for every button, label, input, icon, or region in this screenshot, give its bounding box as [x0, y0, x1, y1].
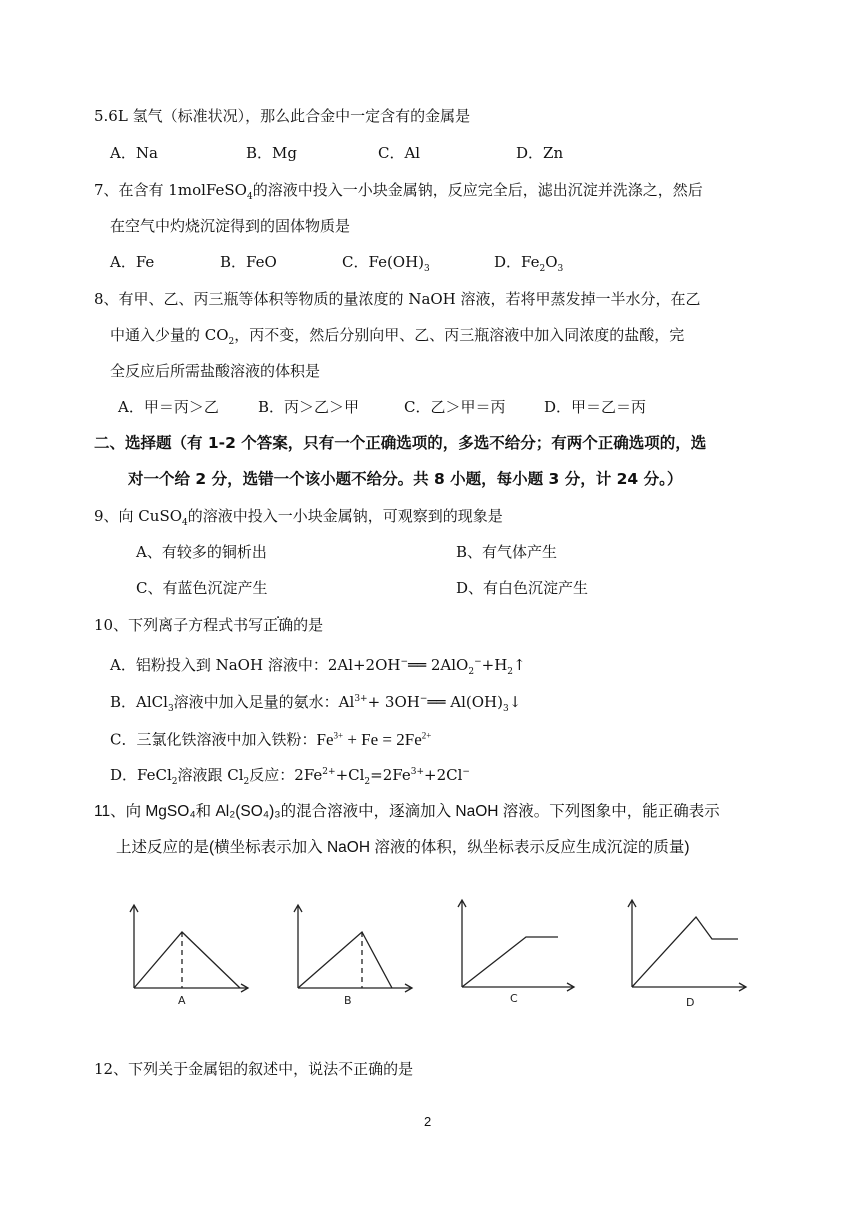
q9-stem: 9、向 CuSO$_4$的溶液中投入一小块金属钠，可观察到的现象是 — [94, 507, 503, 528]
section-2-heading-line2: 对一个给 2 分，选错一个该小题不给分。共 8 小题，每小题 3 分，计 24 分。） — [128, 470, 683, 488]
q10-option-b: B．AlCl$_3$溶液中加入足量的氨水：$Al^{3+}+$ 3OH−══ $Al(OH)_3↓$ — [110, 693, 522, 714]
graph-c-label: C — [510, 992, 518, 1005]
graph-c — [450, 895, 580, 1015]
q12-stem: 12、下列关于金属铝的叙述中，说法不正确的是 — [94, 1060, 414, 1078]
q8-option-a: A．甲＝丙＞乙 — [118, 398, 219, 416]
q10-stem: 10、下列离子方程式书写正确的是 — [94, 616, 324, 634]
q7-option-c: C．$Fe(OH)_3$ — [342, 253, 430, 274]
graph-b — [286, 900, 416, 1020]
q9-option-d: D、有白色沉淀产生 — [456, 579, 589, 597]
q8-option-b: B．丙＞乙＞甲 — [258, 398, 360, 416]
q7-option-a: A．Fe — [110, 253, 155, 271]
q10-option-c: C．三氯化铁溶液中加入铁粉：$Fe^{3+} + Fe = 2Fe^{2+}$ — [110, 729, 432, 749]
q9-option-b: B、有气体产生 — [456, 543, 558, 561]
q10-option-a: A．铝粉投入到 NaOH 溶液中：2Al+2OH−══ $2AlO_2^-+H_2↑$ — [110, 656, 526, 677]
q11-stem-line1: 11、向 MgSO₄和 Al₂(SO₄)₃的混合溶液中，逐滴加入 NaOH 溶液。下列图象中，能正确表示 — [94, 803, 720, 820]
q8-stem-line2: 中通入少量的 $CO_2$，丙不变，然后分别向甲、乙、丙三瓶溶液中加入同浓度的盐酸，完 — [110, 326, 685, 347]
q6-option-b: B．Mg — [246, 144, 297, 162]
q9-option-a: A、有较多的铜析出 — [136, 543, 267, 561]
q6-option-a: A．Na — [110, 144, 158, 162]
section-2-heading-line1: 二、选择题（有 1-2 个答案，只有一个正确选项的，多选不给分；有两个正确选项的，选 — [94, 434, 707, 452]
q9-option-c: C、有蓝色沉淀产生 — [136, 579, 268, 597]
graph-d-label: D — [686, 996, 695, 1009]
q7-option-b: B．FeO — [220, 253, 277, 271]
q7-option-d: D．$Fe_2O_3$ — [494, 253, 564, 274]
graph-b-label: B — [344, 994, 352, 1007]
q10-option-d: D．FeCl$_2$溶液跟 $Cl_2$反应：$2Fe^{2+}+Cl_2=2Fe^{3+}+2Cl^-$ — [110, 766, 470, 787]
q6-option-c: C．Al — [378, 144, 421, 162]
q8-stem-line1: 8、有甲、乙、丙三瓶等体积等物质的量浓度的 NaOH 溶液，若将甲蒸发掉一半水分，在乙 — [94, 290, 701, 308]
q7-stem-line1: 7、在含有 1molFeSO$_4$的溶液中投入一小块金属钠，反应完全后，滤出沉淀并洗涤之，然后 — [94, 181, 703, 202]
graph-d — [620, 895, 760, 1015]
q7-stem-line2: 在空气中灼烧沉淀得到的固体物质是 — [110, 217, 351, 235]
q8-stem-line3: 全反应后所需盐酸溶液的体积是 — [110, 362, 321, 380]
graph-a-label: A — [178, 994, 186, 1007]
q6-option-d: D．Zn — [516, 144, 564, 162]
q8-option-d: D．甲＝乙＝丙 — [544, 398, 647, 416]
q8-option-c: C．乙＞甲＝丙 — [404, 398, 506, 416]
page-number: 2 — [424, 1114, 432, 1129]
q11-stem-line2: 上述反应的是(横坐标表示加入 NaOH 溶液的体积，纵坐标表示反应生成沉淀的质量) — [116, 839, 690, 856]
graph-a — [122, 900, 252, 1020]
q6-stem-tail: 5.6L 氢气（标准状况），那么此合金中一定含有的金属是 — [94, 107, 471, 125]
